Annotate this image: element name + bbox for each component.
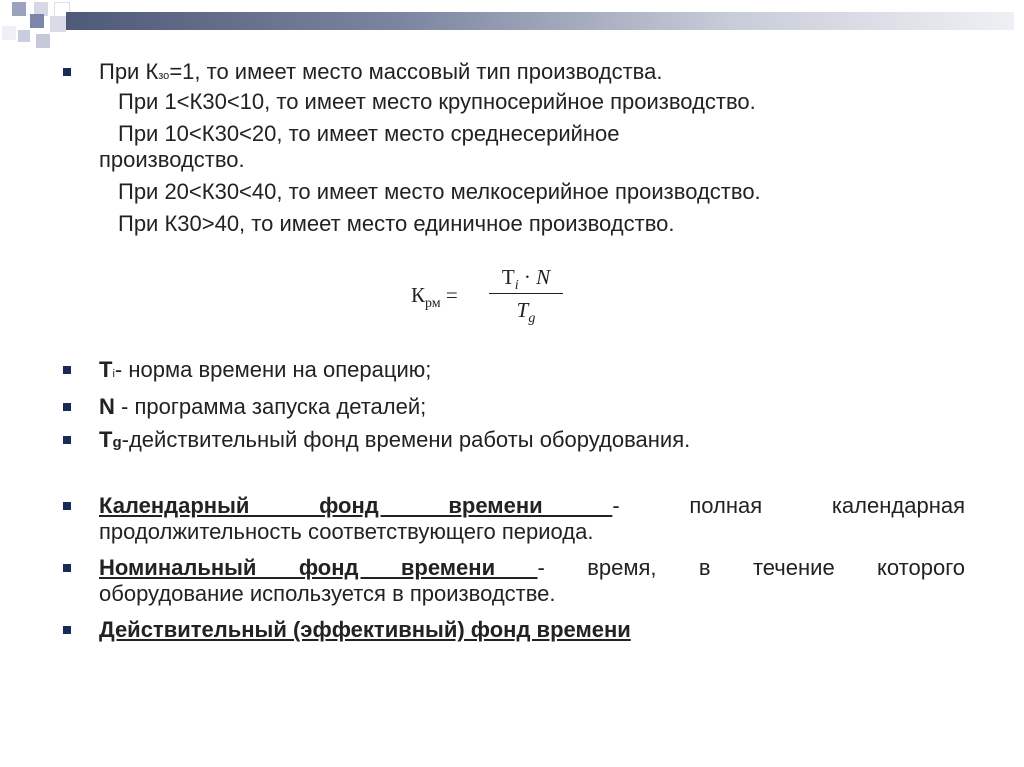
subscript: зо bbox=[158, 70, 170, 82]
list-item-effective bbox=[60, 617, 965, 643]
bullet-icon bbox=[63, 626, 71, 634]
bullet-icon bbox=[63, 502, 71, 510]
terms bbox=[60, 493, 965, 643]
bullet-icon bbox=[63, 366, 71, 374]
list-item-medium-series bbox=[60, 121, 965, 173]
term-calendar: Календарный фонд времени bbox=[99, 493, 613, 518]
term-line: продолжительность соответствующего периода. bbox=[99, 519, 594, 544]
formula-lhs: $К_{рм}$ = bbox=[411, 283, 458, 312]
formula-fraction bbox=[489, 265, 563, 327]
list-item-large-series bbox=[60, 89, 965, 115]
line-text: При 1<К30<10, то имеет место крупносерийное производство. bbox=[118, 89, 756, 114]
bullet-icon bbox=[63, 436, 71, 444]
line-text: производство. bbox=[99, 147, 245, 172]
slide-body bbox=[60, 55, 965, 237]
line-text: При 10<К30<20, то имеет место среднесерийное bbox=[118, 121, 620, 146]
header-bar bbox=[66, 12, 1014, 30]
bullet-icon bbox=[63, 403, 71, 411]
list-item-small-series bbox=[60, 179, 965, 205]
line-text: При 20<К30<40, то имеет место мелкосерийное производство. bbox=[118, 179, 761, 204]
term-line: Номинальный фонд времени - время, в течение которого bbox=[99, 555, 965, 580]
fraction-bar bbox=[489, 293, 563, 294]
line-text: При К30>40, то имеет место единичное производство. bbox=[118, 211, 675, 236]
bullet-icon bbox=[63, 68, 71, 76]
formula-denominator: $T_g$ bbox=[516, 298, 536, 327]
bullet-icon bbox=[63, 564, 71, 572]
term-line: Календарный фонд времени - полная календарная bbox=[99, 493, 965, 518]
term-effective: Действительный (эффективный) фонд времени bbox=[99, 617, 631, 642]
term-nominal: Номинальный фонд времени bbox=[99, 555, 538, 580]
list-item-mass bbox=[60, 59, 965, 89]
line-text: При К bbox=[99, 59, 159, 84]
list-item-ti: Ti- норма времени на операцию; bbox=[60, 357, 965, 387]
list-item-n: N - программа запуска деталей; bbox=[60, 394, 965, 420]
list-item-tg: Tg-действительный фонд времени работы оборудования. bbox=[60, 427, 965, 456]
definitions bbox=[60, 357, 965, 456]
list-item-single bbox=[60, 211, 965, 237]
term-line: оборудование используется в производстве. bbox=[99, 581, 556, 606]
line-text: =1, то имеет место массовый тип производства. bbox=[169, 59, 663, 84]
list-item-calendar bbox=[60, 493, 965, 545]
list-item-nominal bbox=[60, 555, 965, 607]
formula-numerator: $T_i \cdot N$ bbox=[501, 265, 551, 294]
